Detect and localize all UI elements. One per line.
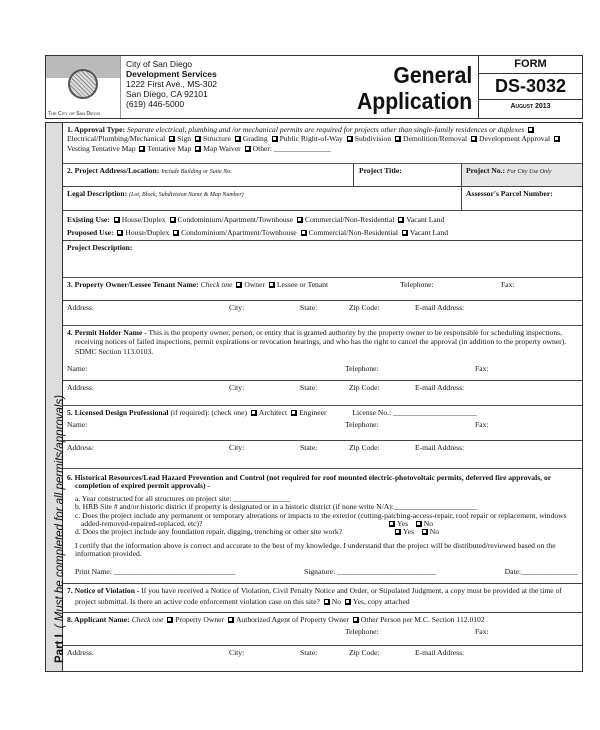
- section-text: If you have received a Notice of Violation, Civil Penalty Notice and Order, or Stipulated Judgment, a copy must be provided at the time of project submittal. Is there an active code enforcement violation case on this site?: [75, 586, 562, 606]
- checkbox-proposed-use-0[interactable]: [117, 230, 123, 236]
- permit-holder-address-row[interactable]: [63, 381, 582, 406]
- checkbox-approval-6[interactable]: [395, 136, 401, 142]
- email-label: E-mail Address:: [415, 648, 465, 657]
- form-body: [45, 122, 583, 672]
- city-label: City:: [229, 383, 245, 392]
- dept-name: Development Services: [126, 69, 217, 79]
- checkbox-c-no[interactable]: [416, 521, 422, 527]
- checkbox-proposed-use-2[interactable]: [301, 230, 307, 236]
- option-label: Condominium/Apartment/Townhouse: [177, 215, 293, 224]
- section-note: Separate electrical, plumbing and /or mechanical permits are required for projects other than single-family residences or duplexes: [126, 125, 525, 134]
- address-line: San Diego, CA 92101: [126, 89, 208, 99]
- city-label: City:: [229, 648, 245, 657]
- section-label: 5. Licensed Design Professional: [67, 408, 169, 417]
- checkbox-existing-use-1[interactable]: [170, 217, 176, 223]
- state-label: State:: [300, 303, 318, 312]
- section-label: 7. Notice of Violation -: [67, 586, 140, 595]
- applicant-address-row[interactable]: [63, 646, 582, 671]
- city-seal-icon: [68, 69, 98, 99]
- checkbox-approval-11[interactable]: [245, 146, 251, 152]
- checkbox-proposed-use-3[interactable]: [402, 230, 408, 236]
- license-field[interactable]: License No.: ______________________: [352, 408, 477, 417]
- field-note: For City Use Only: [506, 169, 552, 175]
- option-label: Other: _______________: [252, 143, 331, 153]
- checkbox-d-yes[interactable]: [395, 529, 401, 535]
- form-title: [357, 62, 472, 114]
- checkbox-existing-use-2[interactable]: [297, 217, 303, 223]
- address-label: Address:: [67, 303, 94, 312]
- field-label: Existing Use:: [67, 215, 110, 224]
- field-label: Fax:: [475, 364, 489, 373]
- checkbox-approval-1[interactable]: [169, 136, 175, 142]
- city-label: City:: [229, 303, 245, 312]
- option-label: Yes: [397, 518, 409, 528]
- section-legal-description: [63, 187, 582, 211]
- field-label: 2. Project Address/Location:: [67, 166, 160, 175]
- email-label: E-mail Address:: [415, 383, 465, 392]
- option-label: Sign: [177, 134, 192, 144]
- checkbox-approval-2[interactable]: [195, 136, 201, 142]
- checkbox-property-owner[interactable]: [167, 617, 173, 623]
- option-label: Vacant Land: [409, 228, 449, 237]
- org-address: [126, 59, 217, 109]
- option-label: No: [423, 518, 434, 528]
- option-label: Condominium/Apartment/Townhouse: [181, 228, 297, 237]
- option-label: Subdivision: [354, 134, 392, 144]
- section-text: This is the property owner, person, or entity that is granted authority by the property owner to be responsible for scheduling inspections, receiving notices of failed inspections, permit expirations or revocation hearings, and who has the right to cancel the approval (in addition to the property owner). SDMC Section 113.0103.: [75, 328, 567, 356]
- section-text: (if required): (check one): [170, 408, 247, 417]
- checkbox-approval-7[interactable]: [471, 136, 477, 142]
- form-id: [478, 56, 582, 118]
- checkbox-approval-5[interactable]: [347, 136, 353, 142]
- checkbox-approval-4[interactable]: [272, 136, 278, 142]
- section-applicant: [63, 613, 582, 646]
- option-label: Owner: [244, 280, 266, 289]
- checkbox-other-person[interactable]: [353, 617, 359, 623]
- check-note: Check one: [131, 615, 164, 624]
- section-owner: [63, 278, 582, 301]
- owner-address-row[interactable]: [63, 301, 582, 326]
- section-project-address: [63, 164, 582, 187]
- section-approval-type: [63, 123, 582, 164]
- checkbox-proposed-use-1[interactable]: [173, 230, 179, 236]
- form-number: DS-3032: [479, 73, 582, 100]
- option-label: Yes: [403, 527, 415, 537]
- zip-label: Zip Code:: [349, 303, 380, 312]
- year-constructed-field[interactable]: a. Year constructed for all structures on project site: _______________: [75, 493, 291, 503]
- section-project-description[interactable]: [63, 241, 582, 278]
- field-label: Fax:: [475, 627, 489, 636]
- date-field[interactable]: Date:_______________: [504, 566, 578, 576]
- option-label: Authorized Agent of Property Owner: [235, 615, 349, 624]
- checkbox-violation-yes[interactable]: [345, 599, 351, 605]
- field-label: Telephone:: [345, 627, 379, 636]
- org-name: City of San Diego: [126, 59, 193, 69]
- option-label: Electrical/Plumbing/Mechanical: [67, 134, 166, 144]
- checkbox-existing-use-3[interactable]: [398, 217, 404, 223]
- form-label: FORM: [514, 58, 547, 70]
- phone: (619) 446-5000: [126, 99, 185, 109]
- checkbox-approval-0[interactable]: [528, 127, 534, 133]
- section-label: 4. Permit Holder Name -: [67, 328, 147, 337]
- option-label: Map Waiver: [203, 143, 241, 153]
- email-label: E-mail Address:: [415, 303, 465, 312]
- option-label: Other Person per M.C. Section 112.0102: [360, 615, 485, 624]
- state-label: State:: [300, 648, 318, 657]
- option-label: No: [331, 596, 341, 606]
- section-label: 6. Historical Resources/Lead Hazard Prevention and Control (not required for roof mounted electric-photovoltaic permits, deferred fire approvals, or completion of expired permit approvals) -: [67, 473, 551, 491]
- option-label: Public Right-of-Way: [279, 134, 343, 144]
- address-label: Address:: [67, 648, 94, 657]
- field-label: Legal Description:: [67, 189, 128, 198]
- option-label: House/Duplex: [121, 215, 166, 224]
- state-label: State:: [300, 383, 318, 392]
- check-note: Check one: [200, 280, 233, 289]
- checkbox-lessee[interactable]: [269, 282, 275, 288]
- project-no-field: [461, 164, 582, 186]
- address-line: 1222 First Ave., MS-302: [126, 79, 218, 89]
- option-label: Tentative Map: [147, 143, 192, 153]
- checkbox-violation-no[interactable]: [324, 599, 330, 605]
- checkbox-approval-3[interactable]: [235, 136, 241, 142]
- email-label: E-mail Address:: [415, 443, 465, 452]
- state-label: State:: [300, 443, 318, 452]
- checkbox-authorized-agent[interactable]: [228, 617, 234, 623]
- zip-label: Zip Code:: [349, 443, 380, 452]
- option-label: House/Duplex: [125, 228, 170, 237]
- zip-label: Zip Code:: [349, 383, 380, 392]
- section-permit-holder: [63, 326, 582, 381]
- project-title-label: Project Title:: [359, 166, 402, 175]
- zip-label: Zip Code:: [349, 648, 380, 657]
- option-label: Yes, copy attached: [352, 596, 410, 606]
- field-label: Telephone:: [345, 364, 379, 373]
- field-label: Fax:: [475, 420, 489, 429]
- part-sidebar: [46, 123, 66, 671]
- option-label: Development Approval: [479, 134, 551, 144]
- option-label: Structure: [203, 134, 231, 144]
- checkbox-approval-8[interactable]: [554, 136, 560, 142]
- checkbox-approval-9[interactable]: [139, 146, 145, 152]
- title-line: Application: [356, 88, 472, 114]
- field-label: Proposed Use:: [67, 228, 114, 237]
- option-label: Demolition/Removal: [402, 134, 468, 144]
- hrb-site-field[interactable]: b. HRB Site # and/or historic district if property is designated or in a historic district (if none write N/A):______________________: [75, 502, 478, 512]
- form-header: [45, 55, 583, 119]
- field-label: Telephone:: [400, 280, 434, 289]
- checkbox-architect[interactable]: [251, 410, 257, 416]
- section-use: [63, 211, 582, 241]
- field-label: Name:: [67, 364, 88, 373]
- part-label: Part I: [54, 634, 66, 663]
- checkbox-owner[interactable]: [236, 282, 242, 288]
- city-label: City:: [229, 443, 245, 452]
- question-c: c. Does the project include any permanent or temporary alterations or impacts to the exterior (cutting-patching-access-repair, roof repair or replacement, windows added-removed-repaired-replaced, etc)?: [75, 510, 567, 529]
- address-label: Address:: [67, 383, 94, 392]
- section-label: 1. Approval Type:: [67, 125, 126, 134]
- certification-text: I certify that the information above is correct and accurate to the best of my knowledge. I understand that the project will be distributed/reviewed based on the information provided.: [75, 540, 556, 559]
- option-label: Grading: [242, 134, 268, 144]
- option-label: Engineer: [299, 408, 327, 417]
- question-d: d. Does the project include any foundation repair, digging, trenching or other site work?: [75, 527, 343, 537]
- option-label: No: [429, 527, 440, 537]
- option-label: Commercial/Non-Residential: [304, 215, 395, 224]
- option-label: Vacant Land: [406, 215, 445, 224]
- checkbox-existing-use-0[interactable]: [114, 217, 120, 223]
- form-date: August 2013: [510, 103, 551, 110]
- signature-field[interactable]: Signature: __________________________: [304, 566, 436, 576]
- option-label: Lessee or Tenant: [276, 280, 329, 289]
- checkbox-d-no[interactable]: [422, 529, 428, 535]
- option-label: Architect: [258, 408, 288, 417]
- address-label: Address:: [67, 443, 94, 452]
- city-logo: [46, 56, 121, 118]
- field-note: Include Building or Suite No.: [161, 169, 232, 175]
- field-label: Project No.:: [466, 166, 506, 175]
- field-label: Project Description:: [67, 243, 133, 252]
- title-line: General: [393, 62, 472, 88]
- logo-caption: The City of San Diego: [48, 111, 101, 117]
- section-design-professional: [63, 406, 582, 441]
- field-note: (Lot, Block, Subdivision Name & Map Number): [129, 192, 244, 198]
- checkbox-c-yes[interactable]: [389, 521, 395, 527]
- checkbox-approval-10[interactable]: [195, 146, 201, 152]
- section-violation: [63, 584, 582, 613]
- design-professional-address-row[interactable]: [63, 441, 582, 469]
- part-note: ( Must be completed for all permits/approvals): [54, 394, 66, 629]
- print-name-field[interactable]: Print Name: ________________________________: [75, 566, 236, 576]
- option-label: Vesting Tentative Map: [67, 143, 136, 153]
- field-label: Name:: [67, 420, 88, 429]
- option-label: Commercial/Non-Residential: [308, 228, 398, 237]
- apn-label: Assessor's Parcel Number:: [466, 189, 553, 198]
- section-historical: [63, 469, 582, 584]
- option-label: Property Owner: [175, 615, 225, 624]
- checkbox-engineer[interactable]: [291, 410, 297, 416]
- field-label: Fax:: [501, 280, 515, 289]
- field-label: Telephone:: [345, 420, 379, 429]
- section-label: 8. Applicant Name:: [67, 615, 130, 624]
- section-label: 3. Property Owner/Lessee Tenant Name:: [67, 280, 199, 289]
